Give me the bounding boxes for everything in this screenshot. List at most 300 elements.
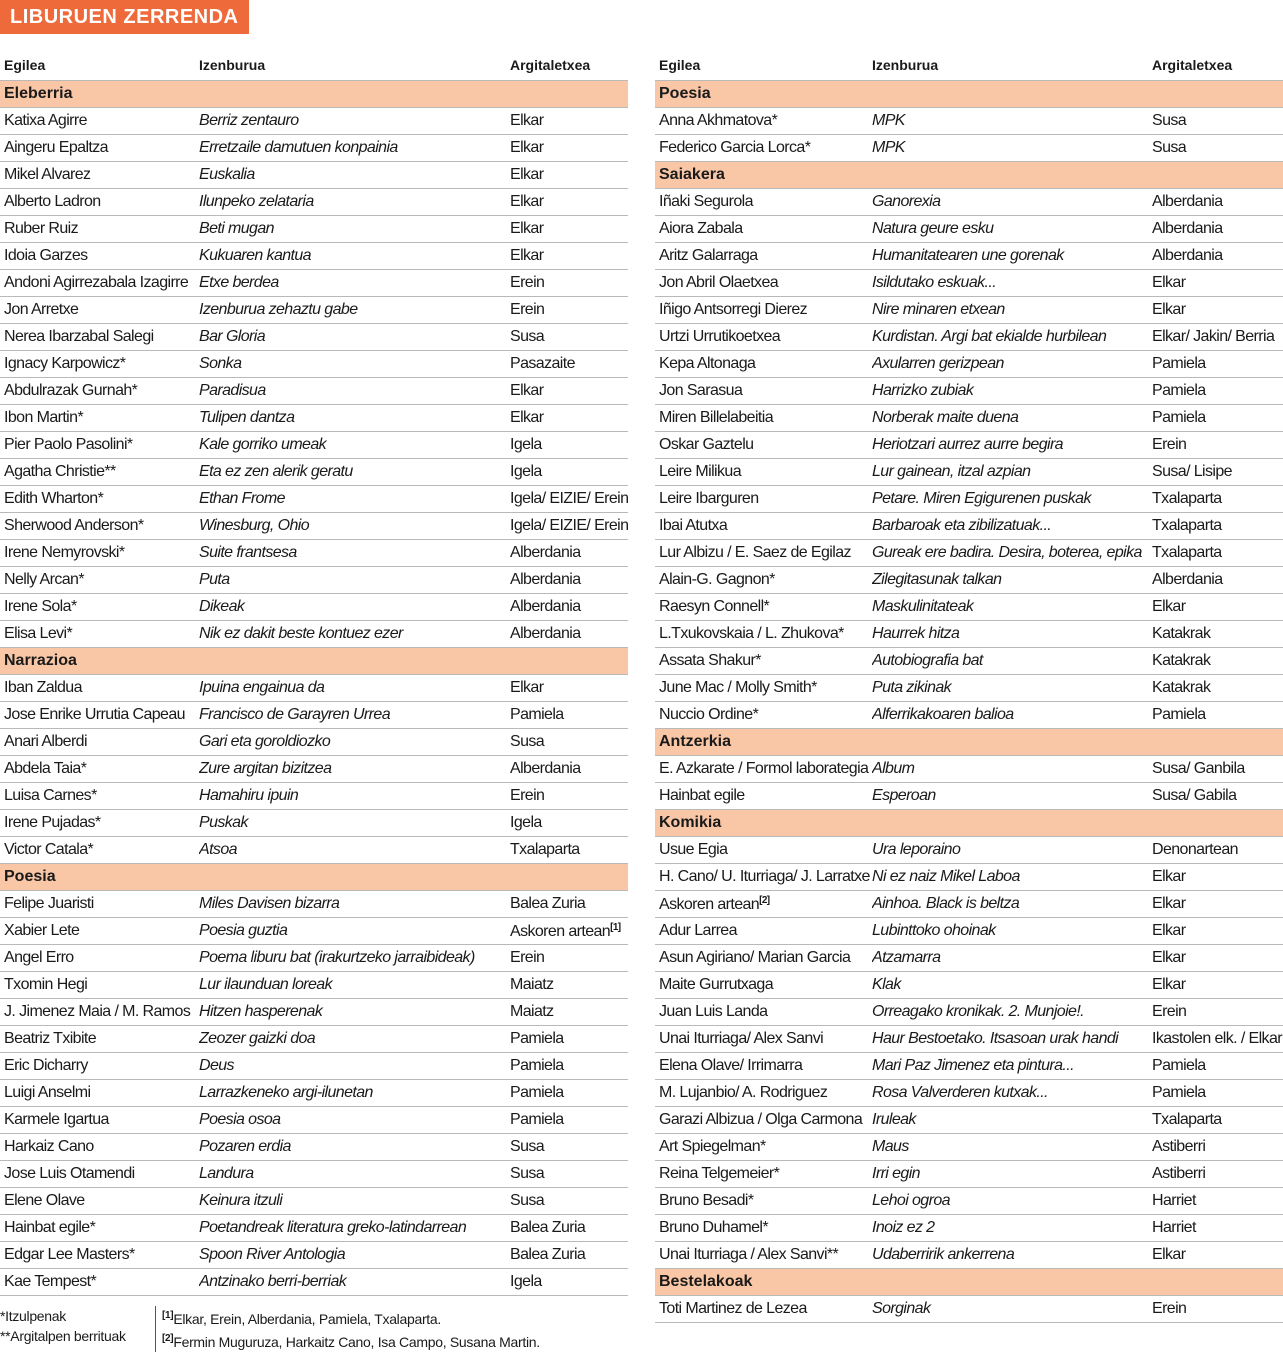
title-cell: Poema liburu bat (irakurtzeko jarraibideak): [199, 949, 475, 966]
author-cell: Jon Abril Olaetxea: [659, 274, 779, 291]
table-row: [0, 918, 628, 945]
author-cell: Felipe Juaristi: [4, 895, 94, 912]
author-cell: Art Spiegelman*: [659, 1138, 766, 1155]
title-cell: Atzamarra: [872, 949, 941, 966]
author-cell: Sherwood Anderson*: [4, 517, 144, 534]
title-cell: Poetandreak literatura greko-latindarrean: [199, 1219, 467, 1236]
table-row: [655, 297, 1283, 324]
publisher-cell: Txalaparta: [1152, 517, 1222, 534]
publisher-cell: Pamiela: [1152, 409, 1206, 426]
publisher-cell: Pasazaite: [510, 355, 575, 372]
title-cell: Dikeak: [199, 598, 245, 615]
author-cell: Iñaki Segurola: [659, 193, 753, 210]
author-cell: Leire Milikua: [659, 463, 742, 480]
author-cell: Alberto Ladron: [4, 193, 101, 210]
title-cell: Lur gainean, itzal azpian: [872, 463, 1031, 480]
publisher-cell: Erein: [510, 787, 545, 804]
table-header: [655, 50, 1283, 81]
table-row: [0, 297, 628, 324]
author-cell: Aingeru Epaltza: [4, 139, 108, 156]
footnote-legend: [0, 1306, 150, 1346]
title-cell: Klak: [872, 976, 901, 993]
publisher-cell: Erein: [510, 949, 545, 966]
publisher-cell: Balea Zuria: [510, 1219, 586, 1236]
author-cell: Nerea Ibarzabal Salegi: [4, 328, 154, 345]
table-row: [0, 513, 628, 540]
title-cell: Miles Davisen bizarra: [199, 895, 340, 912]
publisher-cell: Susa/ Lisipe: [1152, 463, 1232, 480]
title-cell: Nik ez dakit beste kontuez ezer: [199, 625, 403, 642]
publisher-cell: Elkar: [510, 247, 544, 264]
publisher-cell: Elkar: [510, 166, 544, 183]
table-row: [655, 270, 1283, 297]
publisher-cell: Susa: [1152, 139, 1187, 156]
title-cell: Maskulinitateak: [872, 598, 974, 615]
author-cell: Leire Ibarguren: [659, 490, 759, 507]
left-table: [0, 50, 628, 1296]
author-cell: Miren Billelabeitia: [659, 409, 773, 426]
title-cell: Isildutako eskuak...: [872, 274, 997, 291]
table-row: [655, 486, 1283, 513]
title-cell: Orreagako kronikak. 2. Munjoie!.: [872, 1003, 1085, 1020]
author-cell: Raesyn Connell*: [659, 598, 770, 615]
author-cell: M. Lujanbio/ A. Rodriguez: [659, 1084, 828, 1101]
table-row: [0, 1242, 628, 1269]
table-row: [0, 783, 628, 810]
author-cell: Karmele Igartua: [4, 1111, 109, 1128]
table-row: [655, 702, 1283, 729]
publisher-cell: Alberdania: [510, 544, 581, 561]
publisher-cell: Balea Zuria: [510, 1246, 586, 1263]
publisher-cell: Pamiela: [1152, 382, 1206, 399]
table-row: [655, 432, 1283, 459]
publisher-cell: Erein: [510, 274, 545, 291]
author-cell: Bruno Duhamel*: [659, 1219, 768, 1236]
publisher-cell: Pamiela: [510, 706, 564, 723]
publisher-cell: Elkar: [510, 139, 544, 156]
publisher-cell: Igela: [510, 814, 542, 831]
legend-translations: *Itzulpenak: [0, 1308, 66, 1324]
table-row: [655, 1161, 1283, 1188]
table-row: [0, 1026, 628, 1053]
publisher-cell: Igela: [510, 1273, 542, 1290]
table-row: [655, 324, 1283, 351]
table-row: [0, 1215, 628, 1242]
title-cell: Pozaren erdia: [199, 1138, 291, 1155]
publisher-cell: Pamiela: [510, 1030, 564, 1047]
table-row: [0, 1053, 628, 1080]
section-heading: Antzerkia: [655, 729, 1283, 756]
table-row: [655, 648, 1283, 675]
publisher-cell: Elkar: [1152, 274, 1186, 291]
table-row: [0, 729, 628, 756]
footnote-mark: [2]: [759, 894, 770, 906]
section-heading: Poesia: [0, 864, 628, 891]
author-cell: Asun Agiriano/ Marian Garcia: [659, 949, 851, 966]
publisher-cell: Susa: [1152, 112, 1187, 129]
publisher-cell: Susa: [510, 1192, 545, 1209]
title-cell: Inoiz ez 2: [872, 1219, 935, 1236]
publisher-cell: Susa/ Gabila: [1152, 787, 1237, 804]
publisher-cell: Susa: [510, 733, 545, 750]
author-cell: Jon Arretxe: [4, 301, 79, 318]
section-heading: Poesia: [655, 81, 1283, 108]
title-cell: Maus: [872, 1138, 909, 1155]
author-cell: Kae Tempest*: [4, 1273, 97, 1290]
publisher-cell: Maiatz: [510, 1003, 554, 1020]
author-cell: Edgar Lee Masters*: [4, 1246, 135, 1263]
publisher-cell: Alberdania: [510, 598, 581, 615]
author-cell: Idoia Garzes: [4, 247, 88, 264]
publisher-cell: Txalaparta: [510, 841, 580, 858]
author-cell: Anari Alberdi: [4, 733, 87, 750]
table-row: [655, 864, 1283, 891]
header-publisher: Argitaletxea: [510, 57, 591, 73]
author-cell: Ibai Atutxa: [659, 517, 728, 534]
table-row: [0, 1269, 628, 1296]
title-cell: Landura: [199, 1165, 254, 1182]
table-row: [0, 540, 628, 567]
publisher-cell: Pamiela: [1152, 706, 1206, 723]
table-row: [655, 756, 1283, 783]
author-cell: Angel Erro: [4, 949, 74, 966]
table-row: [655, 135, 1283, 162]
title-cell: Heriotzari aurrez aurre begira: [872, 436, 1063, 453]
header-publisher: Argitaletxea: [1152, 57, 1233, 73]
author-cell: Usue Egia: [659, 841, 728, 858]
author-cell: Unai Iturriaga / Alex Sanvi**: [659, 1246, 839, 1263]
author-cell: Katixa Agirre: [4, 112, 87, 129]
title-cell: Sorginak: [872, 1300, 931, 1317]
publisher-cell: Elkar: [510, 112, 544, 129]
table-row: [0, 1107, 628, 1134]
title-cell: Barbaroak eta zibilizatuak...: [872, 517, 1052, 534]
author-cell: Assata Shakur*: [659, 652, 761, 669]
title-cell: Gureak ere badira. Desira, boterea, epika: [872, 544, 1142, 561]
publisher-cell: Denonartean: [1152, 841, 1238, 858]
title-cell: Kale gorriko umeak: [199, 436, 327, 453]
author-cell: Victor Catala*: [4, 841, 94, 858]
table-row: [0, 1188, 628, 1215]
publisher-cell: Pamiela: [1152, 1084, 1206, 1101]
author-cell: L.Txukovskaia / L. Zhukova*: [659, 625, 844, 642]
header-author: Egilea: [4, 57, 46, 73]
title-cell: Larrazkeneko argi-ilunetan: [199, 1084, 373, 1101]
table-row: [0, 486, 628, 513]
title-cell: Etxe berdea: [199, 274, 279, 291]
publisher-cell: Pamiela: [1152, 1057, 1206, 1074]
table-row: [0, 243, 628, 270]
title-cell: Natura geure esku: [872, 220, 994, 237]
publisher-cell: Igela/ EIZIE/ Erein: [510, 517, 628, 534]
title-cell: Ipuina engainua da: [199, 679, 325, 696]
author-cell: Bruno Besadi*: [659, 1192, 754, 1209]
table-row: [655, 216, 1283, 243]
table-row: [655, 351, 1283, 378]
footnote-notes: [155, 1306, 540, 1352]
author-cell: Anna Akhmatova*: [659, 112, 778, 129]
publisher-cell: Igela/ EIZIE/ Erein: [510, 490, 628, 507]
publisher-cell: Igela: [510, 436, 542, 453]
table-row: [655, 405, 1283, 432]
title-cell: Kukuaren kantua: [199, 247, 311, 264]
table-row: [0, 162, 628, 189]
table-row: [655, 513, 1283, 540]
author-cell: Ibon Martin*: [4, 409, 84, 426]
table-row: [0, 108, 628, 135]
author-cell: Federico Garcia Lorca*: [659, 139, 811, 156]
title-cell: Winesburg, Ohio: [199, 517, 310, 534]
publisher-cell: Elkar: [1152, 895, 1186, 912]
publisher-cell: Txalaparta: [1152, 544, 1222, 561]
table-row: [655, 1026, 1283, 1053]
title-cell: Ganorexia: [872, 193, 941, 210]
table-row: [0, 891, 628, 918]
title-cell: Gari eta goroldiozko: [199, 733, 331, 750]
table-row: [0, 351, 628, 378]
title-cell: Harrizko zubiak: [872, 382, 974, 399]
right-table: [655, 50, 1283, 1323]
table-row: [0, 594, 628, 621]
author-cell: Elene Olave: [4, 1192, 85, 1209]
section-heading: Eleberria: [0, 81, 628, 108]
title-cell: Keinura itzuli: [199, 1192, 283, 1209]
publisher-cell: Elkar: [510, 382, 544, 399]
title-cell: Sonka: [199, 355, 242, 372]
publisher-cell: Susa: [510, 1165, 545, 1182]
table-row: [0, 189, 628, 216]
publisher-cell: Astiberri: [1152, 1165, 1206, 1182]
table-row: [655, 108, 1283, 135]
publisher-cell: Susa/ Ganbila: [1152, 760, 1245, 777]
table-row: [655, 918, 1283, 945]
title-cell: Ni ez naiz Mikel Laboa: [872, 868, 1020, 885]
author-cell: Hainbat egile: [659, 787, 745, 804]
author-cell: Lur Albizu / E. Saez de Egilaz: [659, 544, 851, 561]
table-row: [0, 756, 628, 783]
table-row: [655, 945, 1283, 972]
title-cell: Zilegitasunak talkan: [872, 571, 1002, 588]
table-row: [0, 270, 628, 297]
table-row: [0, 1134, 628, 1161]
table-row: [655, 1107, 1283, 1134]
title-cell: Bar Gloria: [199, 328, 266, 345]
table-row: [655, 1053, 1283, 1080]
author-cell: Maite Gurrutxaga: [659, 976, 774, 993]
author-cell: June Mac / Molly Smith*: [659, 679, 817, 696]
author-cell: Oskar Gaztelu: [659, 436, 754, 453]
publisher-cell: Elkar: [510, 220, 544, 237]
table-row: [0, 1161, 628, 1188]
title-cell: Lur ilaunduan loreak: [199, 976, 332, 993]
table-row: [655, 999, 1283, 1026]
title-cell: MPK: [872, 139, 905, 156]
title-cell: Tulipen dantza: [199, 409, 295, 426]
publisher-cell: Elkar: [1152, 976, 1186, 993]
author-cell: Reina Telgemeier*: [659, 1165, 780, 1182]
table-row: [0, 837, 628, 864]
author-cell: Jose Enrike Urrutia Capeau: [4, 706, 185, 723]
table-row: [655, 567, 1283, 594]
table-row: [655, 594, 1283, 621]
title-cell: Haurrek hitza: [872, 625, 960, 642]
title-cell: Axularren gerizpean: [872, 355, 1004, 372]
title-cell: Izenburua zehaztu gabe: [199, 301, 358, 318]
author-cell: Nelly Arcan*: [4, 571, 84, 588]
table-row: [0, 810, 628, 837]
author-cell: Unai Iturriaga/ Alex Sanvi: [659, 1030, 824, 1047]
title-cell: Udaberririk ankerrena: [872, 1246, 1015, 1263]
title-cell: Puskak: [199, 814, 248, 831]
title-cell: Berriz zentauro: [199, 112, 299, 129]
publisher-cell: Pamiela: [1152, 355, 1206, 372]
author-cell: Pier Paolo Pasolini*: [4, 436, 133, 453]
author-cell: Urtzi Urrutikoetxea: [659, 328, 781, 345]
publisher-cell: Pamiela: [510, 1111, 564, 1128]
author-cell: Hainbat egile*: [4, 1219, 96, 1236]
table-row: [655, 189, 1283, 216]
author-cell: Txomin Hegi: [4, 976, 88, 993]
author-cell: Xabier Lete: [4, 922, 80, 939]
table-row: [0, 1080, 628, 1107]
author-cell: Nuccio Ordine*: [659, 706, 759, 723]
title-cell: Euskalia: [199, 166, 255, 183]
title-cell: Lubinttoko ohoinak: [872, 922, 996, 939]
legend-reeditions: **Argitalpen berrituak: [0, 1328, 126, 1344]
table-row: [655, 540, 1283, 567]
title-cell: Ethan Frome: [199, 490, 285, 507]
title-cell: Zeozer gaizki doa: [199, 1030, 316, 1047]
title-cell: Eta ez zen alerik geratu: [199, 463, 353, 480]
publisher-cell: Harriet: [1152, 1192, 1196, 1209]
section-heading: Komikia: [655, 810, 1283, 837]
title-cell: Antzinako berri-berriak: [199, 1273, 347, 1290]
title-cell: Francisco de Garayren Urrea: [199, 706, 390, 723]
title-cell: Mari Paz Jimenez eta pintura...: [872, 1057, 1074, 1074]
table-row: [655, 837, 1283, 864]
table-row: [655, 243, 1283, 270]
title-cell: Kurdistan. Argi bat ekialde hurbilean: [872, 328, 1107, 345]
title-cell: Album: [872, 760, 915, 777]
title-cell: Hamahiru ipuin: [199, 787, 299, 804]
title-cell: Iruleak: [872, 1111, 916, 1128]
title-cell: Deus: [199, 1057, 234, 1074]
title-cell: Hitzen hasperenak: [199, 1003, 323, 1020]
publisher-cell: Erein: [1152, 1300, 1187, 1317]
publisher-cell: Elkar: [1152, 1246, 1186, 1263]
table-row: [655, 783, 1283, 810]
publisher-cell: Alberdania: [510, 625, 581, 642]
title-cell: Puta: [199, 571, 230, 588]
table-row: [0, 972, 628, 999]
page-title: LIBURUEN ZERRENDA: [0, 0, 249, 34]
table-row: [0, 621, 628, 648]
author-cell: Abdulrazak Gurnah*: [4, 382, 138, 399]
table-row: [655, 1188, 1283, 1215]
publisher-cell: Katakrak: [1152, 679, 1211, 696]
title-cell: Haur Bestoetako. Itsasoan urak handi: [872, 1030, 1119, 1047]
header-author: Egilea: [659, 57, 701, 73]
title-cell: MPK: [872, 112, 905, 129]
table-row: [0, 432, 628, 459]
author-cell: Edith Wharton*: [4, 490, 104, 507]
publisher-cell: Elkar: [510, 679, 544, 696]
publisher-cell: Elkar: [1152, 301, 1186, 318]
table-row: [0, 324, 628, 351]
table-row: [0, 378, 628, 405]
author-cell: Kepa Altonaga: [659, 355, 756, 372]
publisher-cell: Erein: [1152, 436, 1187, 453]
title-cell: Ainhoa. Black is beltza: [872, 895, 1020, 912]
author-cell: Alain-G. Gagnon*: [659, 571, 775, 588]
section-heading: Saiakera: [655, 162, 1283, 189]
publisher-cell: Katakrak: [1152, 625, 1211, 642]
table-row: [0, 216, 628, 243]
author-cell: Irene Pujadas*: [4, 814, 101, 831]
author-cell: Mikel Alvarez: [4, 166, 91, 183]
title-cell: Norberak maite duena: [872, 409, 1019, 426]
table-body: [0, 81, 628, 1296]
publisher-cell: Elkar: [1152, 598, 1186, 615]
author-cell: Eric Dicharry: [4, 1057, 88, 1074]
publisher-cell: Astiberri: [1152, 1138, 1206, 1155]
title-cell: Ura leporaino: [872, 841, 961, 858]
author-cell: Askoren artean[2]: [659, 894, 770, 913]
publisher-cell: Elkar: [1152, 949, 1186, 966]
title-cell: Poesia guztia: [199, 922, 288, 939]
author-cell: Elisa Levi*: [4, 625, 73, 642]
author-cell: Elena Olave/ Irrimarra: [659, 1057, 803, 1074]
title-cell: Irri egin: [872, 1165, 920, 1182]
table-body: [655, 81, 1283, 1323]
publisher-cell: Balea Zuria: [510, 895, 586, 912]
publisher-cell: Alberdania: [1152, 220, 1223, 237]
publisher-cell: Txalaparta: [1152, 490, 1222, 507]
table-row: [655, 1134, 1283, 1161]
table-row: [655, 1080, 1283, 1107]
publisher-cell: Elkar/ Jakin/ Berria: [1152, 328, 1275, 345]
section-heading: Bestelakoak: [655, 1269, 1283, 1296]
publisher-cell: Susa: [510, 328, 545, 345]
publisher-cell: Elkar: [510, 409, 544, 426]
publisher-cell: Alberdania: [1152, 247, 1223, 264]
publisher-cell: Txalaparta: [1152, 1111, 1222, 1128]
title-cell: Petare. Miren Egigurenen puskak: [872, 490, 1091, 507]
publisher-cell: Harriet: [1152, 1219, 1196, 1236]
author-cell: Adur Larrea: [659, 922, 737, 939]
table-row: [0, 567, 628, 594]
title-cell: Ilunpeko zelataria: [199, 193, 314, 210]
publisher-cell: Alberdania: [510, 571, 581, 588]
publisher-cell: Katakrak: [1152, 652, 1211, 669]
table-header: [0, 50, 628, 81]
table-row: [0, 675, 628, 702]
author-cell: Iban Zaldua: [4, 679, 82, 696]
title-cell: Humanitatearen une gorenak: [872, 247, 1064, 264]
table-row: [655, 378, 1283, 405]
publisher-cell: Alberdania: [1152, 571, 1223, 588]
title-cell: Alferrikakoaren balioa: [872, 706, 1014, 723]
author-cell: Toti Martinez de Lezea: [659, 1300, 807, 1317]
title-cell: Erretzaile damutuen konpainia: [199, 139, 398, 156]
title-cell: Rosa Valverderen kutxak...: [872, 1084, 1048, 1101]
title-cell: Beti mugan: [199, 220, 274, 237]
section-heading: Narrazioa: [0, 648, 628, 675]
publisher-cell: Askoren artean[1]: [510, 921, 621, 940]
table-row: [655, 621, 1283, 648]
publisher-cell: Ikastolen elk. / Elkar: [1152, 1030, 1282, 1047]
title-cell: Autobiografia bat: [872, 652, 983, 669]
